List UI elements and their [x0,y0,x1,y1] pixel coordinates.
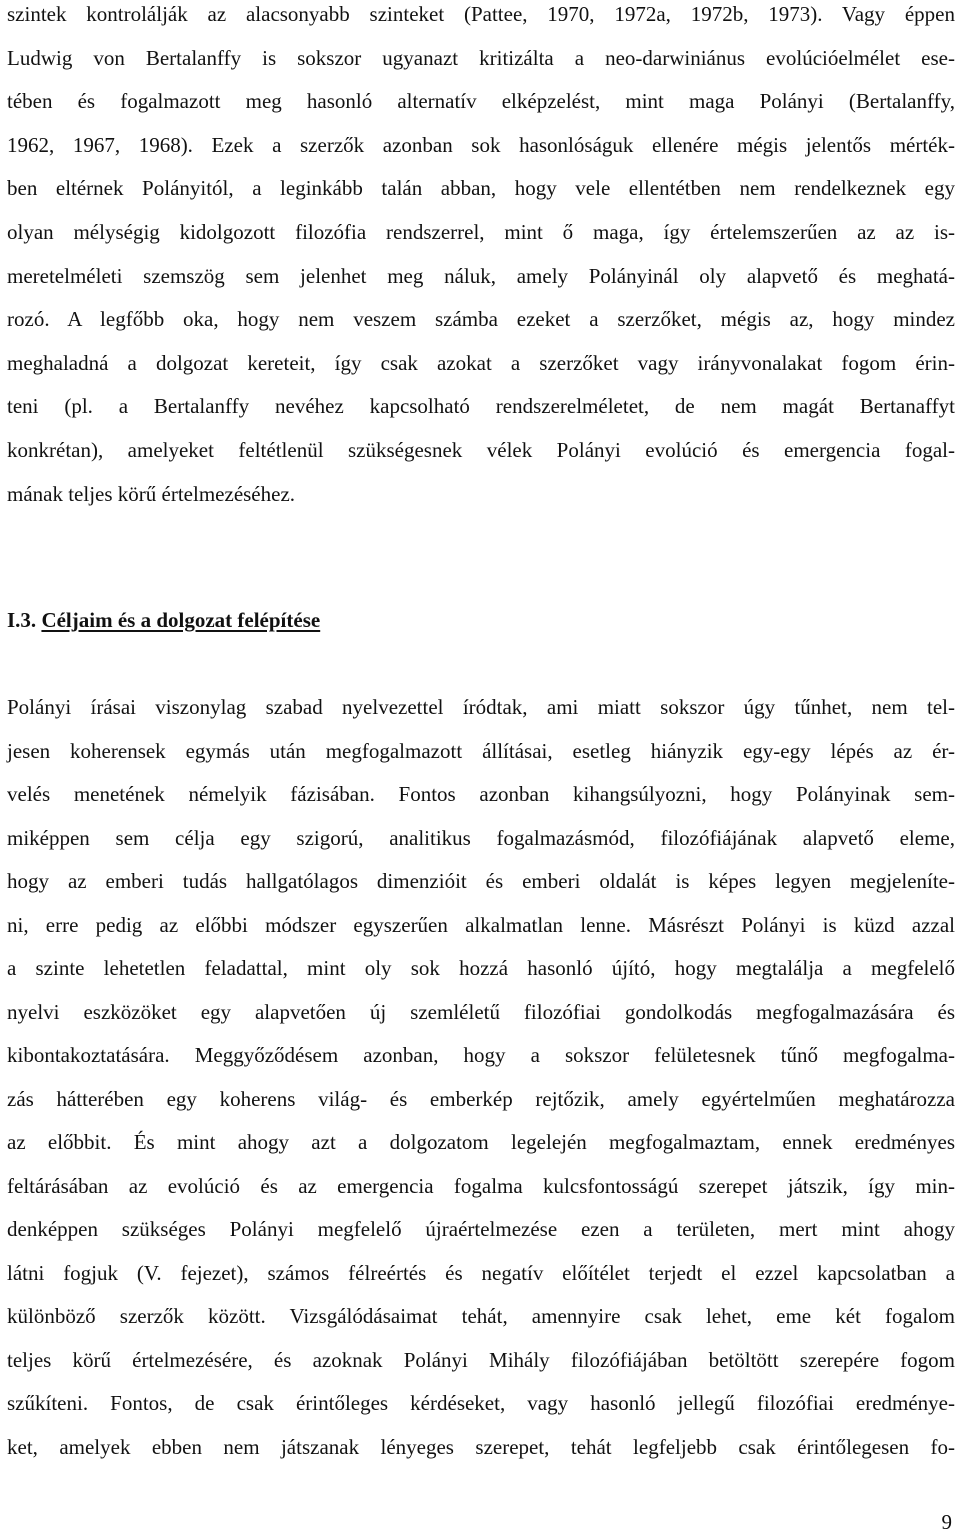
text-line: mának teljes körű értelmezéséhez. [7,481,296,506]
text-line: szintek kontrolálják az alacsonyabb szinteket (Pattee, 1970, 1972a, 1972b, 1973). Vagy éppen [7,2,955,26]
text-line: szűkíteni. Fontos, de csak érintőleges kérdéseket, vagy hasonló jellegű filozófiai eredménye- [7,1391,955,1415]
text-line: látni fogjuk (V. fejezet), számos félreértés és negatív előítélet terjedt el ezzel kapcsolatban a [7,1260,955,1285]
text-line: meghaladná a dolgozat kereteit, így csak azokat a szerzőket vagy irányvonalakat fogom érin- [7,350,955,375]
text-line: jesen koherensek egymás után megfogalmazott állításai, esetleg hiányzik egy-egy lépés az ér- [7,738,955,763]
text-line: konkrétan), amelyeket feltétlenül szükségesnek vélek Polányi evolúció és emergencia fogal- [7,438,955,462]
text-line: meretelméleti szemszög sem jelenhet meg náluk, amely Polányinál oly alapvető és meghatá- [7,263,955,288]
text-line: kibontakoztatására. Meggyőződésem azonban, hogy a sokszor felületesnek tűnő megfogalma- [7,1043,955,1067]
text-line: a szinte lehetetlen feladattal, mint oly sok hozzá hasonló újító, hogy megtalálja a megfelelő [7,956,955,980]
text-line: ben eltérnek Polányitól, a leginkább talán abban, hogy vele ellentétben nem rendelkeznek egy [7,176,955,201]
page-number: 9 [941,1510,952,1534]
section-heading [7,606,320,634]
text-line: nyelvi eszközöket egy alapvetően új szemléletű filozófiai gondolkodás megfogalmazására és [7,999,955,1024]
text-line: teni (pl. a Bertalanffy nevéhez kapcsolható rendszerelméletet, de nem magát Bertanaffyt [7,394,955,419]
text-line: rozó. A legfőbb oka, hogy nem veszem számba ezeket a szerzőket, mégis az, hogy mindez [7,307,955,332]
text-line: 1962, 1967, 1968). Ezek a szerzők azonban sok hasonlóságuk ellenére mégis jelentős mérték- [7,132,955,157]
section-title: Céljaim és a dolgozat felépítése [41,608,321,632]
text-line: feltárásában az evolúció és az emergencia fogalma kulcsfontosságú szerepet játszik, így min- [7,1173,955,1198]
text-line: különböző szerzők között. Vizsgálódásaimat tehát, amennyire csak lehet, eme két fogalom [7,1304,955,1328]
text-line: ket, amelyek ebben nem játszanak lényeges szerepet, tehát legfeljebb csak érintőlegesen fo- [7,1434,955,1459]
text-line: ni, erre pedig az előbbi módszer egyszerűen alkalmatlan lenne. Másrészt Polányi is küzd azzal [7,912,955,937]
text-line: zás hátterében egy koherens világ- és emberkép rejtőzik, amely egyértelműen meghatározza [7,1086,955,1111]
text-line: tében és fogalmazott meg hasonló alternatív elképzelést, mint maga Polányi (Bertalanffy, [7,89,955,114]
text-line: velés menetének némelyik fázisában. Fontos azonban kihangsúlyozni, hogy Polányinak sem- [7,782,955,806]
text-line: miképpen sem célja egy szigorú, analitikus fogalmazásmód, filozófiájának alapvető eleme, [7,825,955,850]
text-line: teljes körű értelmezésére, és azoknak Polányi Mihály filozófiájában betöltött szerepére fogom [7,1347,955,1372]
text-line: olyan mélységig kidolgozott filozófia rendszerrel, mint ő maga, így értelemszerűen az az is- [7,220,955,244]
text-line: denképpen szükséges Polányi megfelelő újraértelmezése ezen a területen, mert mint ahogy [7,1217,955,1241]
section-number: I.3. [7,608,37,632]
text-line: az előbbit. És mint ahogy azt a dolgozatom legelején megfogalmaztam, ennek eredményes [7,1130,955,1154]
text-line: hogy az emberi tudás hallgatólagos dimenzióit és emberi oldalát is képes legyen megjeleníte- [7,869,955,893]
text-line: Ludwig von Bertalanffy is sokszor ugyanazt kritizálta a neo-darwiniánus evolúcióelmélet ese- [7,45,955,70]
text-line: Polányi írásai viszonylag szabad nyelvezettel íródtak, ami miatt sokszor úgy tűnhet, nem tel- [7,695,955,719]
